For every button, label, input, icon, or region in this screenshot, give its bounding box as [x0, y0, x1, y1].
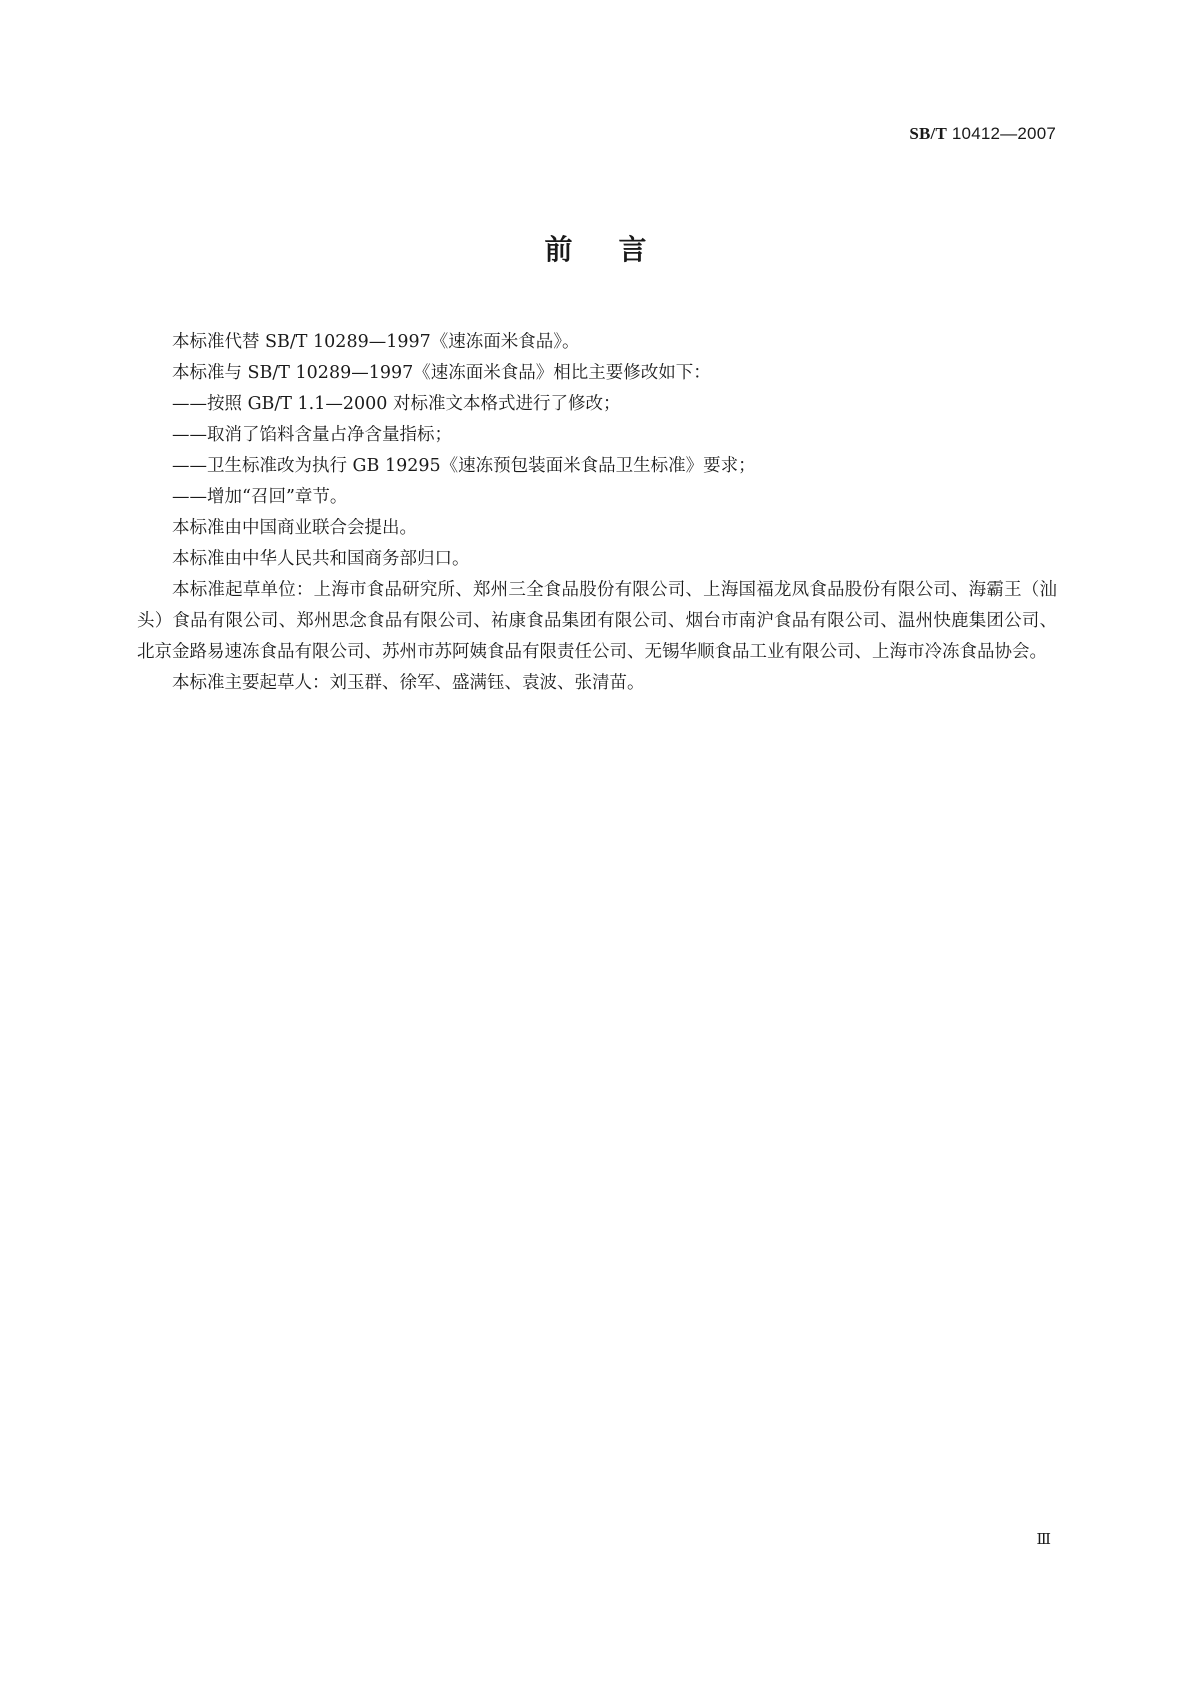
page-title	[0, 228, 1191, 268]
paragraph-proposed-by: 本标准由中国商业联合会提出。	[172, 518, 417, 538]
page-number: Ⅲ	[1036, 1530, 1050, 1548]
paragraph-drafting-units: 本标准起草单位：上海市食品研究所、郑州三全食品股份有限公司、上海国福龙凤食品股份有限公司、海霸王（汕头）食品有限公司、郑州思念食品有限公司、祐康食品集团有限公司、烟台市南沪食品有限公司、温州快鹿集团公司、北京金路易速冻食品有限公司、苏州市苏阿姨食品有限责任公司、无锡华顺食品工业有限公司、上海市冷冻食品协会。	[137, 580, 1057, 662]
foreword-body	[137, 327, 1057, 699]
list-item-recall: ——增加“召回”章节。	[172, 487, 348, 507]
list-item-filling: ——取消了馅料含量占净含量指标；	[172, 425, 452, 445]
paragraph-replaces: 本标准代替 SB/T 10289—1997《速冻面米食品》。	[172, 332, 580, 352]
list-item-hygiene: ——卫生标准改为执行 GB 19295《速冻预包装面米食品卫生标准》要求；	[172, 456, 756, 476]
standard-code	[909, 124, 1056, 144]
standard-code-number: 10412—2007	[946, 124, 1056, 143]
standard-code-prefix: SB/T	[909, 124, 947, 143]
page-title-char-1: 前	[544, 233, 573, 266]
paragraph-managed-by: 本标准由中华人民共和国商务部归口。	[172, 549, 470, 569]
paragraph-changes-intro: 本标准与 SB/T 10289—1997《速冻面米食品》相比主要修改如下：	[172, 363, 711, 383]
list-item-format: ——按照 GB/T 1.1—2000 对标准文本格式进行了修改；	[172, 394, 621, 414]
paragraph-drafters: 本标准主要起草人：刘玉群、徐军、盛满钰、袁波、张清苗。	[172, 673, 645, 693]
page-title-char-2: 言	[618, 233, 647, 266]
